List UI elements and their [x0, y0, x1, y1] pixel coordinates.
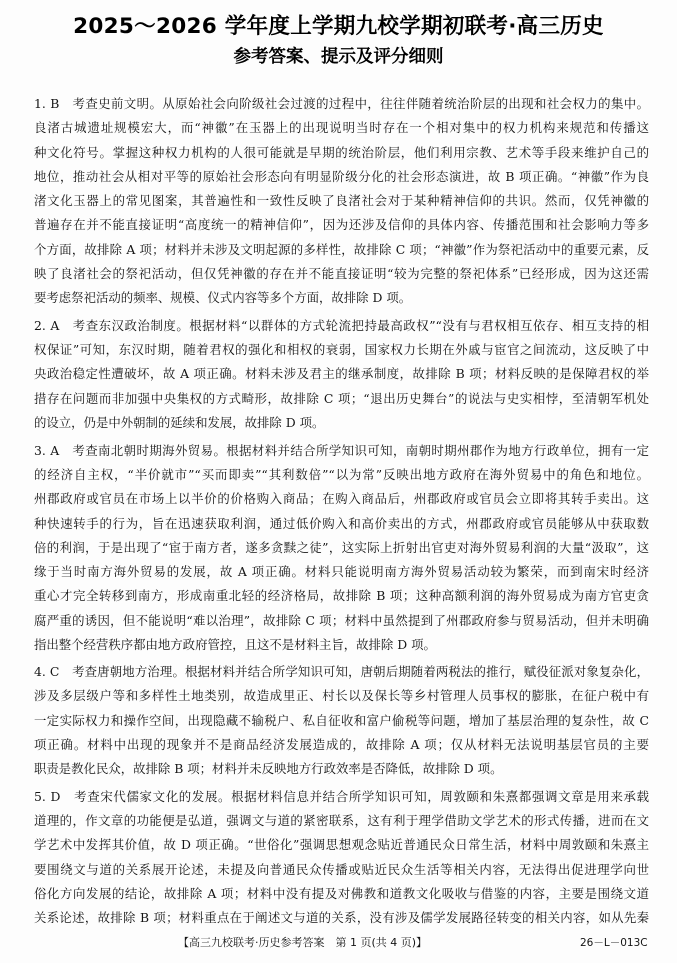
text-line: 重心才完全转移到南方，形成南重北轻的经济格局，故排除 B 项；这种高额利润的海外贸易成为南方官吏贪 — [34, 588, 649, 603]
text-line: 倍的利润，于是出现了“宦于南方者，遂多贪黩之徒”，这实际上折射出官吏对海外贸易利润的大量“汲取”，这 — [34, 540, 649, 555]
text-line: 映了良渚社会的祭祀活动，但仅凭神徽的存在并不能直接证明“较为完整的祭祀体系”已经形成，因为这还需 — [34, 266, 649, 281]
text-line: 涉及多层级户等和多样性土地类别，故造成里正、村长以及保长等乡村管理人员事权的膨胀，在征户税中有 — [34, 688, 649, 703]
text-line: 要考虑祭祀活动的频率、规模、仪式内容等多个方面，故排除 D 项。 — [34, 290, 412, 305]
text-line: 缘于当时南方海外贸易的发展，故 A 项正确。材料只能说明南方海外贸易活动较为繁荣，而到南宋时经济 — [34, 564, 649, 579]
text-line: 俗化方向发展的结论，故排除 A 项；材料中没有提及对佛教和道教文化吸收与借鉴的内容，主要是围绕文道 — [34, 886, 649, 901]
text-line: 2. A 考查东汉政治制度。根据材料“以群体的方式轮流把持最高政权”“没有与君权相互依存、相互支持的相 — [34, 318, 649, 333]
page-subtitle: 参考答案、提示及评分细则 — [233, 47, 444, 67]
text-line: 关系论述，故排除 B 项；材料重点在于阐述文与道的关系，没有涉及儒学发展路径转变的相关内容，如从先秦 — [34, 910, 649, 925]
text-line: 的设立，仍是中外朝制的延续和发展，故排除 D 项。 — [34, 415, 325, 430]
text-line: 一定实际权力和操作空间，出现隐藏不输税户、私自征收和富户偷税等问题，增加了基层治理的复杂性，故 C — [34, 713, 649, 728]
text-line: 3. A 考查南北朝时期海外贸易。根据材料并结合所学知识可知，南朝时期州郡作为地方行政单位，拥有一定 — [34, 443, 649, 458]
text-line: 州郡政府或官员在市场上以半价的价格购入商品；在购入商品后，州郡政府或官员会立即将其转手卖出。这 — [34, 491, 649, 506]
text-line: 项正确。材料中出现的现象并不是商品经济发展造成的，故排除 A 项；仅从材料无法说明基层官员的主要 — [34, 737, 649, 752]
page-footer: 【高三九校联考·历史参考答案 第 1 页(共 4 页)】 — [178, 936, 428, 949]
text-line: 指出整个经营秩序都由地方政府管控，且这不是材料主旨，故排除 D 项。 — [34, 637, 436, 652]
text-line: 4. C 考查唐朝地方治理。根据材料并结合所学知识可知，唐朝后期随着两税法的推行，赋役征派对象复杂化， — [34, 664, 649, 679]
text-line: 种文化符号。掌握这种权力机构的人很可能就是早期的统治阶层，他们利用宗教、艺术等手段来维护自己的 — [34, 145, 649, 160]
text-line: 1. B 考查史前文明。从原始社会向阶级社会过渡的过程中，往往伴随着统治阶层的出现和社会权力的集中。 — [34, 96, 649, 111]
text-line: 职责是教化民众，故排除 B 项；材料并未反映地方行政效率是否降低，故排除 D 项。 — [34, 761, 503, 776]
text-line: 良渚古城遗址规模宏大，而“神徽”在玉器上的出现说明当时存在一个相对集中的权力机构来规范和传播这 — [34, 120, 649, 135]
text-line: 腐严重的诱因，但不能说明“难以治理”，故排除 C 项；材料中虽然提到了州郡政府参与贸易活动，但并未明确 — [34, 613, 649, 628]
text-line: 道理的，作文章的功能便是弘道，强调文与道的紧密联系，这有利于理学借助文学艺术的形式传播，进而在文 — [34, 813, 649, 828]
text-line: 学艺术中发挥其价值，故 D 项正确。“世俗化”强调思想观念贴近普通民众日常生活，材料中周敦颐和朱熹主 — [34, 837, 649, 852]
text-line: 渚文化玉器上的常见图案，其普遍性和一致性反映了良渚社会对于某种精神信仰的共识。然而，仅凭神徽的 — [34, 193, 649, 208]
text-line: 种快速转手的行为，旨在迅速获取利润，通过低价购入和高价卖出的方式，州郡政府或官员能够从中获取数 — [34, 516, 649, 531]
text-line: 5. D 考查宋代儒家文化的发展。根据材料信息并结合所学知识可知，周敦颐和朱熹都强调文章是用来承载 — [34, 789, 649, 804]
page-title: 2025～2026 学年度上学期九校学期初联考·高三历史 — [73, 14, 604, 39]
document-code: 26－L－013C — [580, 937, 648, 949]
text-line: 普遍存在并不能直接证明“高度统一的精神信仰”，因为还涉及信仰的具体内容、传播范围和社会影响力等多 — [34, 217, 649, 232]
text-line: 权保证”可知，东汉时期，随着君权的强化和相权的衰弱，国家权力长期在外戚与宦官之间流动，这反映了中 — [34, 342, 649, 357]
text-line: 要围绕文与道的关系展开论述，未提及向普通民众传播或贴近民众生活等相关内容，无法得出促进理学向世 — [34, 862, 649, 877]
text-line: 措存在问题而非加强中央集权的方式畸形，故排除 C 项；“退出历史舞台”的说法与史实相悖，至清朝军机处 — [34, 391, 649, 406]
text-line: 个方面，故排除 A 项；材料并未涉及文明起源的多样性，故排除 C 项；“神徽”作为祭祀活动中的重要元素，反 — [34, 242, 649, 257]
text-line: 的经济自主权，“半价就市”“买而即卖”“其利数倍”“以为常”反映出地方政府在海外贸易中的角色和地位。 — [34, 467, 649, 482]
text-line: 央政治稳定性遭破坏，故 A 项正确。材料未涉及君主的继承制度，故排除 B 项；材料反映的是保障君权的举 — [34, 366, 649, 381]
text-line: 地位，推动社会从相对平等的原始社会形态向有明显阶级分化的社会形态演进，故 B 项正确。“神徽”作为良 — [34, 169, 649, 184]
